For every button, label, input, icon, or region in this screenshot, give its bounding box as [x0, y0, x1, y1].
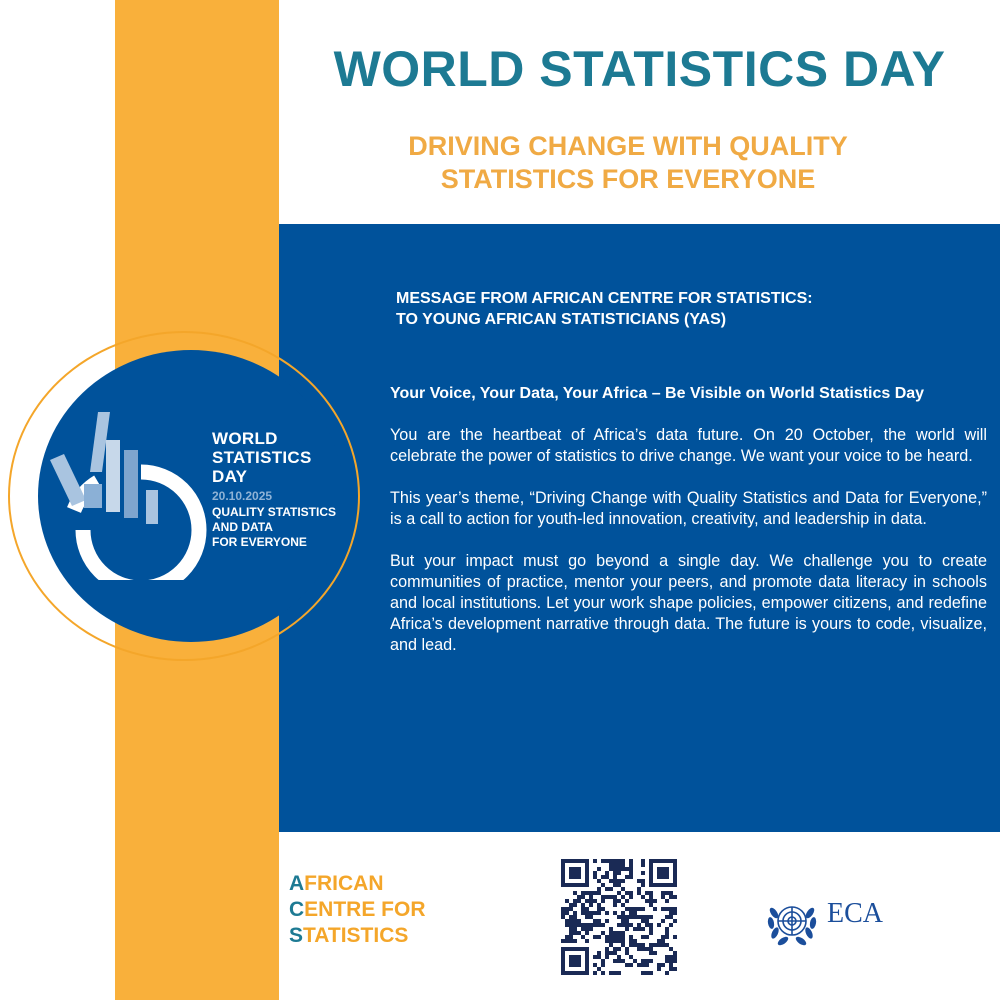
badge-title-line-3: DAY	[212, 467, 248, 486]
page-title: WORLD STATISTICS DAY	[333, 41, 946, 97]
message-headline: Your Voice, Your Data, Your Africa – Be Visible on World Statistics Day	[390, 385, 925, 402]
message-header-line-1: MESSAGE FROM AFRICAN CENTRE FOR STATISTICS:	[396, 290, 813, 307]
message-header	[396, 288, 956, 330]
message-paragraph-1: You are the heartbeat of Africa’s data future. On 20 October, the world will celebrate the power of statistics to drive change. We want your voice to be heard.	[390, 426, 987, 465]
subtitle-line-2: STATISTICS FOR EVERYONE	[440, 164, 816, 194]
message-body	[390, 383, 987, 677]
message-paragraph-2: This year’s theme, “Driving Change with Quality Statistics and Data for Everyone,” is a call to action for youth-led innovation, creativity, and leadership in data.	[390, 489, 987, 528]
eca-label: ECA	[827, 898, 883, 929]
acs-logo	[289, 871, 426, 949]
message-header-line-2: TO YOUNG AFRICAN STATISTICIANS (YAS)	[396, 311, 727, 328]
world-statistics-day-logo-icon	[38, 400, 208, 580]
badge-title-line-1: WORLD	[212, 429, 278, 448]
message-paragraph-3: But your impact must go beyond a single day. We challenge you to create communities of practice, mentor your peers, and promote data literacy in schools and local institutions. Let your work shape policies, empower citizens, and redefine Africa’s development narrative through data. The future is yours to code, visualize, and lead.	[390, 552, 987, 654]
badge-theme-line-3: FOR EVERYONE	[212, 535, 307, 549]
page-subtitle	[279, 130, 977, 196]
acs-logo-line-1: AFRICAN	[289, 872, 384, 895]
badge-theme-line-1: QUALITY STATISTICS	[212, 505, 337, 519]
badge-date: 20.10.2025	[212, 489, 273, 503]
badge-text	[212, 429, 336, 549]
badge-theme-line-2: AND DATA	[212, 520, 273, 534]
subtitle-line-1: DRIVING CHANGE WITH QUALITY	[408, 131, 848, 161]
qr-code-icon[interactable]	[557, 857, 681, 977]
acs-logo-line-3: STATISTICS	[289, 924, 409, 947]
acs-logo-line-2: CENTRE FOR	[289, 898, 426, 921]
badge-title-line-2: STATISTICS	[212, 448, 312, 467]
un-emblem-icon	[764, 893, 820, 949]
